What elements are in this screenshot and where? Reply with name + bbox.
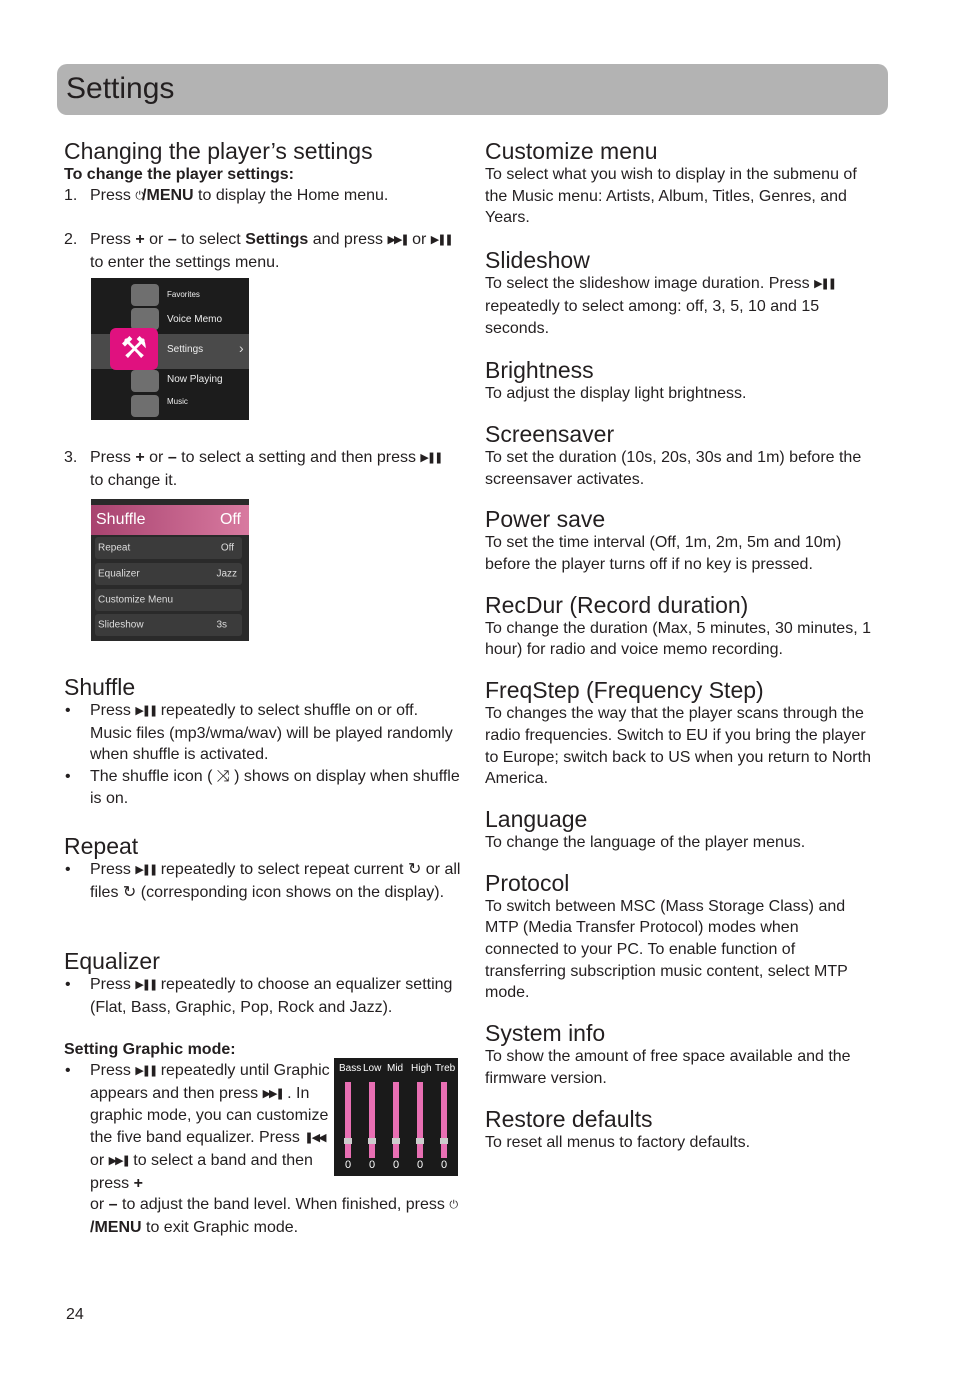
band-label: Mid — [387, 1063, 404, 1074]
band-label: High — [411, 1063, 432, 1074]
band-value: 0 — [441, 1159, 448, 1171]
play-pause-icon: ▶❚❚ — [420, 452, 442, 464]
heading-screensaver: Screensaver — [485, 420, 615, 447]
section-freqstep — [485, 677, 875, 790]
settings-row: Repeat Off — [95, 537, 242, 559]
now-playing-icon — [131, 370, 159, 392]
equalizer-section — [64, 948, 464, 1018]
text-language: To change the language of the player menus. — [485, 833, 806, 851]
step-number: 1. — [64, 187, 78, 204]
section-power-save — [485, 506, 875, 575]
page-title: Settings — [66, 72, 175, 105]
section-slideshow — [485, 247, 875, 339]
repeat-section — [64, 833, 464, 903]
eq-band-slider — [393, 1082, 399, 1158]
menu-item-music: Music — [167, 397, 188, 406]
heading-customize-menu: Customize menu — [485, 138, 658, 164]
home-menu-screenshot — [91, 278, 249, 420]
next-icon: ▶▶❚ — [108, 1154, 129, 1167]
heading-repeat: Repeat — [64, 833, 139, 859]
subheading-change-settings: To change the player settings: — [64, 166, 294, 183]
menu-item-now-playing: Now Playing — [167, 374, 223, 385]
heading-power-save: Power save — [485, 506, 606, 533]
bullet: • Press ▶❚❚ repeatedly to select shuffle on or off. Music files (mp3/wma/wav) will be played randomly when shuffle is activated. — [65, 702, 453, 764]
next-icon: ▶▶❚ — [387, 234, 408, 247]
settings-row-selected: Shuffle Off — [91, 505, 249, 535]
heading-language: Language — [485, 805, 588, 832]
eq-band-slider — [345, 1082, 351, 1158]
text-slideshow: To select the slideshow image duration. Press ▶❚❚ repeatedly to select among: off, 3, 5, 10 and 15 seconds. — [485, 275, 835, 337]
section-protocol — [485, 870, 875, 1005]
chevron-right-icon: › — [239, 340, 244, 356]
play-pause-icon: ▶❚❚ — [135, 705, 157, 717]
settings-row: Customize Menu — [95, 589, 242, 611]
heading-slideshow: Slideshow — [485, 247, 590, 274]
next-icon: ▶▶❚ — [262, 1087, 283, 1100]
eq-knob — [440, 1138, 448, 1144]
text-brightness: To adjust the display light brightness. — [485, 385, 747, 403]
heading-equalizer: Equalizer — [64, 948, 160, 974]
repeat-one-icon: ↻ — [407, 861, 422, 878]
menu-item-settings: Settings — [167, 344, 204, 355]
step-number: 3. — [64, 449, 78, 466]
text-freqstep: To changes the way that the player scans through the radio frequencies. Switch to EU if you bring the player to Europe; switch back to US when you return to North America. — [485, 705, 871, 788]
shuffle-icon: ⤨ — [216, 768, 230, 786]
eq-knob — [368, 1138, 376, 1144]
heading-brightness: Brightness — [485, 357, 594, 384]
text-screensaver: To set the duration (10s, 20s, 30s and 1m) before the screensaver activates. — [485, 448, 862, 488]
play-pause-icon: ▶❚❚ — [430, 234, 452, 247]
band-value: 0 — [345, 1159, 352, 1171]
heading-protocol: Protocol — [485, 869, 570, 896]
music-icon — [131, 395, 159, 417]
title-banner — [57, 64, 888, 115]
band-value: 0 — [417, 1159, 424, 1171]
heading-changing-settings: Changing the player’s settings — [64, 138, 373, 164]
heading-freqstep: FreqStep (Frequency Step) — [485, 677, 764, 704]
play-pause-icon: ▶❚❚ — [814, 278, 835, 291]
eq-knob — [392, 1138, 400, 1144]
section-restore-defaults — [485, 1106, 875, 1154]
play-pause-icon: ▶❚❚ — [135, 864, 157, 876]
bullet: • Press ▶❚❚ repeatedly to choose an equalizer setting (Flat, Bass, Graphic, Pop, Rock and Jazz). — [65, 976, 453, 1016]
settings-row: Equalizer Jazz — [95, 563, 242, 585]
text-system-info: To show the amount of free space available and the firmware version. — [485, 1048, 851, 1087]
section-customize-menu — [485, 138, 875, 229]
page-number: 24 — [66, 1306, 84, 1323]
step-3: 3. Press + or – to select a setting and then press ▶❚❚ to change it. — [64, 449, 442, 489]
step-1: 1. Press ⏻/MENU to display the Home menu. — [64, 185, 464, 208]
subheading-graphic-mode: Setting Graphic mode: — [64, 1041, 236, 1058]
section-brightness — [485, 357, 875, 405]
text-power-save: To set the time interval (Off, 1m, 2m, 5m and 10m) before the player turns off if no key is pressed. — [485, 534, 842, 574]
heading-system-info: System info — [485, 1020, 606, 1047]
menu-item-favorites: Favorites — [167, 290, 200, 299]
voice-memo-icon — [131, 308, 159, 330]
heading-recdur: RecDur (Record duration) — [485, 591, 749, 618]
power-icon: ⏻ — [135, 190, 143, 202]
play-pause-icon: ▶❚❚ — [135, 979, 157, 991]
eq-knob — [344, 1138, 352, 1144]
section-recdur — [485, 592, 875, 661]
eq-band-slider — [417, 1082, 423, 1158]
equalizer-screenshot — [334, 1058, 458, 1176]
eq-band-slider — [369, 1082, 375, 1158]
right-column — [485, 138, 875, 1165]
section-screensaver — [485, 421, 875, 490]
step-2: 2. Press + or – to select Settings and press ▶▶❚ or ▶❚❚ to enter the settings menu. — [64, 231, 452, 272]
heading-restore-defaults: Restore defaults — [485, 1105, 653, 1132]
settings-row: Slideshow 3s — [95, 614, 242, 636]
bullet: • Press ▶❚❚ repeatedly to select repeat current ↻ or all files ↻ (corresponding icon shows on the display). — [65, 861, 461, 901]
menu-item-voice-memo: Voice Memo — [167, 314, 223, 325]
text-recdur: To change the duration (Max, 5 minutes, 30 minutes, 1 hour) for radio and voice memo recording. — [485, 619, 871, 659]
play-pause-icon: ▶❚❚ — [135, 1065, 157, 1077]
section-language — [485, 806, 875, 854]
heading-shuffle: Shuffle — [64, 674, 136, 700]
prev-icon: ❚◀◀ — [304, 1132, 325, 1145]
eq-knob — [416, 1138, 424, 1144]
band-label: Bass — [339, 1063, 362, 1074]
band-label: Treb — [435, 1063, 456, 1074]
step-number: 2. — [64, 231, 78, 249]
settings-hammer-icon: ⚒ — [110, 328, 158, 370]
band-value: 0 — [393, 1159, 400, 1171]
eq-band-slider — [441, 1082, 447, 1158]
text-protocol: To switch between MSC (Mass Storage Class) and MTP (Media Transfer Protocol) modes when connected to your PC. To enable function of transferring subscription music content, select MTP mode. — [485, 897, 848, 1002]
section-system-info — [485, 1020, 875, 1089]
band-value: 0 — [369, 1159, 376, 1171]
repeat-all-icon: ↻ — [122, 883, 137, 901]
power-icon: ⏻ — [449, 1199, 457, 1212]
text-customize-menu: To select what you wish to display in the submenu of the Music menu: Artists, Album, Titles, Genres, and Years. — [485, 166, 857, 227]
settings-menu-screenshot — [91, 499, 249, 641]
bullet: • The shuffle icon ( ⤨ ) shows on display when shuffle is on. — [65, 768, 460, 807]
bullet: • Press ▶❚❚ repeatedly until Graphic appears and then press ▶▶❚ . In graphic mode, you can customize the five band equalizer. Press ❚◀◀ or ▶▶❚ to select a band and then press + or – to adjust the band level. When finished, press ⏻/MENU to exit Graphic mode. — [65, 1062, 457, 1236]
band-label: Low — [363, 1063, 382, 1074]
text-restore-defaults: To reset all menus to factory defaults. — [485, 1133, 751, 1151]
shuffle-section — [64, 674, 464, 810]
favorites-icon — [131, 284, 159, 306]
